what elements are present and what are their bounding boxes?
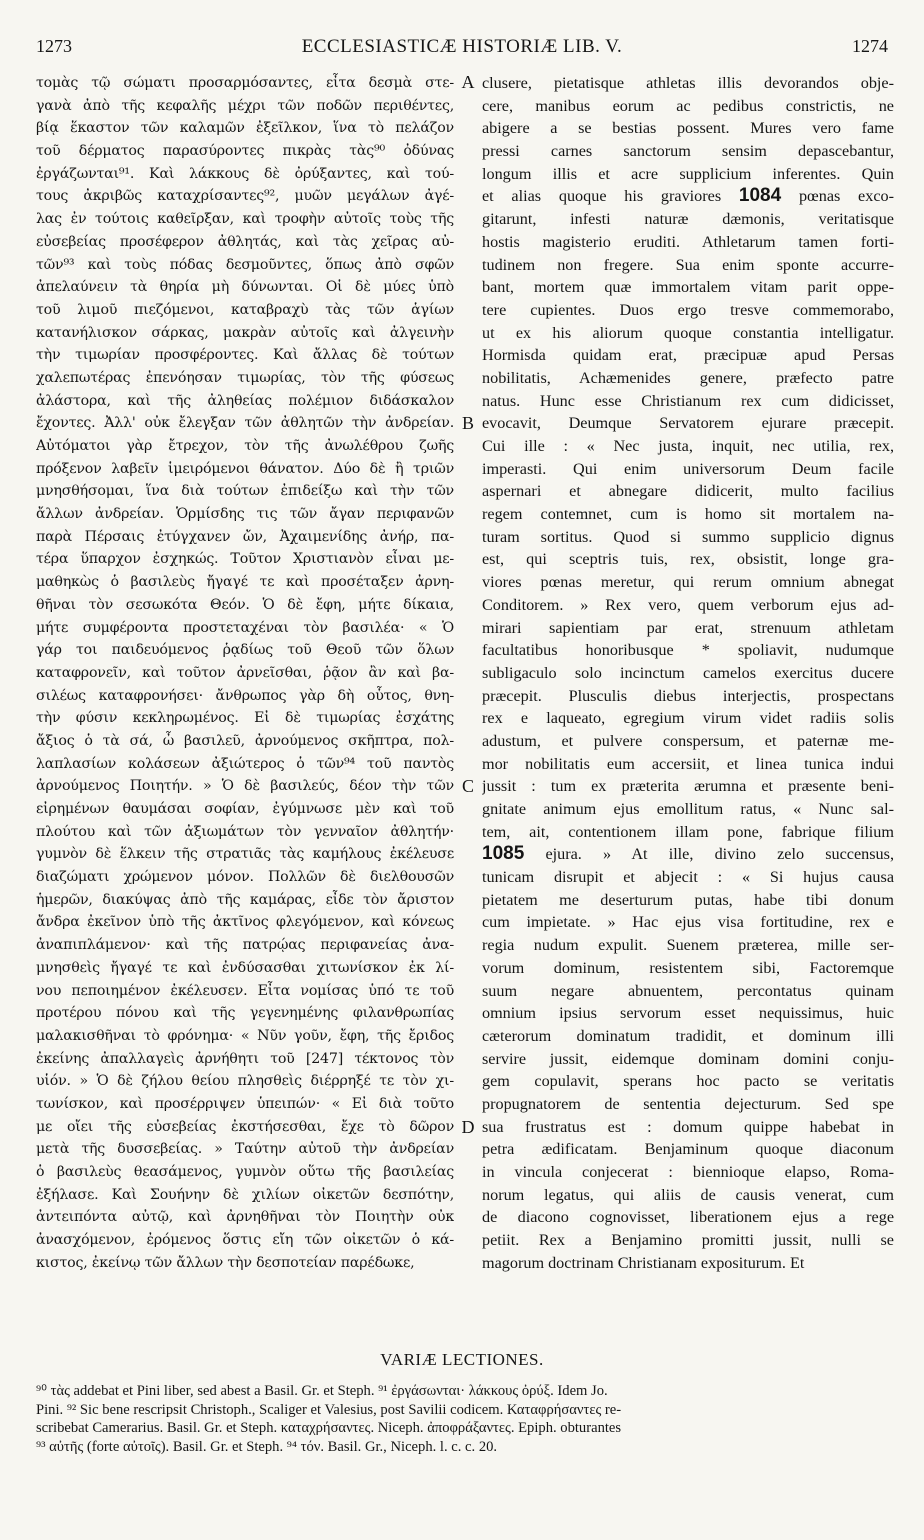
latin-text-line: natus. Hunc esse Christianum rex cum didicisset, [482, 391, 894, 410]
latin-text-line: cere, manibus eorum ac pedibus constrictis, ne [482, 96, 894, 115]
page-header [0, 36, 924, 66]
latin-text-line: tunicam disrupit et abjecit : « Si hujus causa [482, 868, 894, 887]
greek-text-line: μετὰ τῆς δυσσεβείας. » Ταύτην αὐτοῦ τὴν ἀνδρείαν [36, 1141, 454, 1158]
latin-text-line: cum impietate. » Hac ejus visa fortitudine, rex e [482, 913, 894, 932]
latin-text-line: servire jussit, eidemque dominam domini conju- [482, 1049, 894, 1068]
greek-text-line: ἀνασχόμενον, ἐρόμενος ὅστις εἴη τῶν οἰκετῶν ὁ κά- [36, 1232, 454, 1249]
latin-text-line: omnium ipsius servorum esset nequissimus, huic [482, 1004, 894, 1023]
latin-text-line: gnitate animum ejus emollitum ratus, « Nunc sal- [482, 800, 894, 818]
latin-text-line: Cui ille : « Nec justa, inquit, nec utilia, rex, [482, 437, 894, 455]
greek-text-line: πλούτου καὶ τῶν ἀξιωμάτων τὸν γενναῖον ἀθλητήν· [36, 823, 454, 840]
latin-text-line: pressi carnes sanctorum sensim depascebantur, [482, 142, 894, 161]
latin-text-line: tudinem non fregere. Sua enim sponte accurre- [482, 255, 894, 274]
latin-text-line: norum legatus, qui aliis de causis venerat, cum [482, 1185, 894, 1204]
greek-text-line: εὐσεβείας προσέφερον ἀθλητάς, καὶ τὰς χεῖρας αὐ- [36, 233, 454, 250]
greek-text-line: κατανήλισκον σάρκας, μακρὰν αὐτοῖς καὶ ἀλγεινὴν [36, 324, 454, 341]
latin-text-line: et alias quoque his graviores 1084 pœnas exco- [482, 185, 894, 207]
variant-readings-notes [36, 1382, 898, 1456]
latin-text-line: evocavit, Deumque Servatorem ejurare præcepit. [482, 414, 894, 433]
note-line: Pini. ⁹² Sic bene rescripsit Christoph., Scaliger et Valesius, post Savilii codicem. Καταφρήσαντες re- [36, 1401, 622, 1418]
latin-text-line: Conditorem. » Rex vero, quem verborum ejus ad- [482, 595, 894, 614]
latin-text-line: est, qui sceptris tuis, rex, obsistit, longe gra- [482, 550, 894, 569]
greek-text-line: θῆναι τὸν σεσωκότα Θεόν. Ὁ δὲ ἔφη, μήτε δίκαια, [36, 596, 454, 613]
latin-text-line: clusere, pietatisque athletas illis devorandos obje- [482, 74, 894, 92]
greek-text-column [36, 72, 454, 1274]
latin-text-line: pietatem me deserturum putas, habe tibi donum [482, 890, 894, 909]
greek-text-line: ἀντειπόντα αὐτῷ, καὶ ἀρνηθῆναι τὸν Ποιητὴν οὐκ [36, 1209, 454, 1226]
margin-letter-d: D [461, 1117, 475, 1137]
latin-text-line: tem, ait, contentionem illam pone, fabrique filium [482, 822, 894, 841]
latin-text-line: mirari sapientiam par erat, strenuum athletam [482, 618, 894, 637]
greek-text-line: Αὐτόματοι γὰρ ἔτρεχον, τὸν τῆς ἀνωλέθρου ζωῆς [36, 438, 454, 454]
greek-text-line: ἄνδρα ἐκεῖνον ὑπὸ τῆς ἀκτῖνος φλεγόμενον, καὶ κόνεως [36, 914, 454, 931]
latin-text-line: 1085 ejura. » At ille, divino zelo succensus, [482, 843, 894, 865]
running-title: ECCLESIASTICÆ HISTORIÆ LIB. V. [301, 36, 623, 57]
latin-text-line: hostis magisterio eruditi. Athletarum tamen forti- [482, 232, 894, 251]
greek-text-line: υἱόν. » Ὁ δὲ ζήλου θείου πλησθεὶς διέρρηξέ τε τὸν χι- [36, 1073, 454, 1090]
page-number-left: 1273 [36, 36, 72, 56]
greek-text-line: τομὰς τῷ σώματι προσαρμόσαντες, εἶτα δεσμὰ στε- [36, 75, 454, 91]
greek-text-line: τους ἀκριβῶς καταχρίσαντες⁹², μυῶν μεγάλων ἀγέ- [36, 188, 454, 205]
greek-text-line: γάρ τοι παιδευόμενος ῥᾳδίως τοῦ Θεοῦ τῶν ὅλων [36, 642, 454, 659]
greek-text-line: κιστος, ἐκείνῳ τῶν ἄλλων τὴν δεσποτείαν παρέδωκε, [36, 1254, 415, 1271]
latin-text-line: in vincula conjecerat : biennioque elapso, Roma- [482, 1163, 894, 1181]
column-number: 1085 [482, 843, 525, 865]
latin-text-line: Hormisda quidam erat, præcipuæ apud Persas [482, 346, 894, 365]
note-line: ⁹⁰ τὰς addebat et Pini liber, sed abest a Basil. Gr. et Steph. ⁹¹ ἐργάσωνται· λάκκους ὀρύξ. Idem Jo. [36, 1383, 608, 1399]
latin-text-line: petiit. Rex a Benjamino promitti jussit, nulli se [482, 1231, 894, 1250]
latin-text-line: vorum dominum, resistentem sibi, Factoremque [482, 958, 894, 977]
greek-text-line: ἐργάζωνται⁹¹. Καὶ λάκκους δὲ ὀρύξαντες, καὶ τού- [36, 165, 454, 182]
latin-text-line: longum illis et acre supplicium inferentes. Quin [482, 164, 894, 183]
greek-text-line: διαζώματι χρώμενον μόνον. Πολλῶν δὲ διελθουσῶν [36, 869, 454, 886]
greek-text-line: προτέρου πόνου καὶ τῆς γεγενημένης φιλανθρωπίας [36, 1005, 454, 1022]
latin-text-line: de diacono cognovisset, liberationem ejus a rege [482, 1208, 894, 1227]
greek-text-line: ἐξήλασε. Καὶ Σουήνην δὲ χιλίων οἰκετῶν δεσπότην, [36, 1186, 454, 1203]
latin-text-column [482, 72, 894, 1274]
greek-text-line: ἀναπιπλάμενον· καὶ τῆς πατρῴας περιφανείας ἀνα- [36, 937, 454, 954]
latin-text-line: propugnatorem de sententia dejecturum. Sed spe [482, 1094, 894, 1113]
latin-text-line: suum negare abnuentem, percontatus quinam [482, 981, 894, 1000]
latin-text-line: mor nobilitatis eum accersiit, et linea tunica indui [482, 754, 894, 773]
greek-text-line: τὴν τιμωρίαν προσφέροντες. Καὶ ἄλλας δὲ τούτων [36, 347, 454, 364]
greek-text-line: τῶν⁹³ καὶ τοὺς πόδας δεσμοῦντες, ὅπως ἀπὸ σφῶν [36, 256, 454, 273]
greek-text-line: τοῦ λιμοῦ πιεζόμενοι, καταβραχὺ τὰς τῶν ἁγίων [36, 301, 454, 318]
greek-text-line: ὁ βασιλεὺς θεασάμενος, γυμνὸν οὕτω τῆς βασιλείας [36, 1164, 454, 1180]
latin-text-line: sua frustratus est : domum quippe habebat in [482, 1117, 894, 1136]
page-number-right: 1274 [852, 36, 888, 56]
margin-letter-b: B [461, 413, 474, 433]
latin-text-line: regem contemnet, cum is homo sit mortalem na- [482, 505, 894, 524]
greek-text-line: καταφρονεῖν, καὶ τοῦτον ἀρνεῖσθαι, ῥᾷον ἂν καὶ βα- [36, 664, 454, 681]
latin-text-line: imperasti. Qui enim universorum Deum facile [482, 459, 894, 478]
greek-text-line: γυμνὸν δὲ ἕλκειν τῆς στρατιᾶς τὰς καμήλους ἐκέλευσε [36, 846, 454, 863]
variae-lectiones-heading: VARIÆ LECTIONES. [380, 1350, 544, 1369]
note-line: ⁹³ αὐτῆς (forte αὐτοῖς). Basil. Gr. et Steph. ⁹⁴ τόν. Basil. Gr., Niceph. l. c. c. 20. [36, 1438, 498, 1455]
greek-text-line: ἡμερῶν, διακύψας ἀπὸ τῆς καμάρας, εἶδε τὸν ἄριστον [36, 891, 454, 908]
greek-text-line: ἔχοντες. Ἀλλ' οὐκ ἔλεγξαν τῶν ἀθλητῶν τὴν ἀνδρείαν. [36, 415, 454, 432]
greek-text-line: χαλεπωτέρας ἐπενόησαν τιμωρίας, τὸν τῆς φύσεως [36, 369, 454, 386]
greek-text-line: γανὰ ἀπὸ τῆς κεφαλῆς μέχρι τῶν ποδῶν περιθέντες, [36, 97, 454, 114]
greek-text-line: ἀλάστορα, καὶ τῆς ἀληθείας πολέμιον διδάσκαλον [36, 392, 454, 409]
greek-text-line: βίᾳ ἕκαστον τῶν καλαμῶν ἐξεῖλκον, ἵνα τὸ πελάζον [36, 120, 454, 137]
latin-text-line: gem copulavit, sperans hoc pacto se veritatis [482, 1072, 894, 1091]
latin-text-line: rex e laqueato, egregium virum videt radiis solis [482, 709, 894, 728]
greek-text-line: τωνίσκον, καὶ προσέρριψεν ὑπειπών· « Εἰ διὰ τοῦτο [36, 1095, 454, 1112]
latin-text-line: aspernari et abnegare didicerit, multo facilius [482, 482, 894, 501]
greek-text-line: μαθηκὼς ὁ βασιλεὺς ἤγαγέ τε καὶ προσέταξεν ἀρνη- [36, 574, 454, 591]
margin-letter-c: C [461, 776, 474, 796]
greek-text-line: τέρα ὕπαρχον ἐσχηκώς. Τοῦτον Χριστιανὸν εἶναι με- [36, 551, 454, 568]
latin-text-line: regia nudum expulit. Suenem præterea, mille ser- [482, 936, 894, 955]
greek-text-line: μαλακισθῆναι τὸ φρόνημα· « Νῦν γοῦν, ἔφη, τῆς ἔριδος [36, 1027, 454, 1044]
greek-text-line: λας ἐν τούτοις καθεῖρξαν, καὶ τροφὴν αὐτοῖς τοὺς τῆς [36, 211, 454, 228]
margin-letter-a: A [461, 72, 475, 92]
greek-text-line: τὴν φύσιν κεκληρωμένος. Εἰ δὲ τιμωρίας ἐσχάτης [36, 710, 454, 727]
latin-text-line: turam sortitus. Quod si summo supplicio dignus [482, 527, 894, 546]
latin-text-line: præcepit. Plusculis diebus interjectis, prospectans [482, 686, 894, 705]
greek-text-line: ἄλλων ἀνδρείαν. Ὁρμίσδης τις τῶν ἄγαν περιφανῶν [36, 506, 454, 523]
latin-text-line: ut ex his aliorum quoque constantia intelligatur. [482, 323, 894, 342]
latin-text-line: cæterorum dominatum tradidit, et dominum illi [482, 1026, 894, 1045]
latin-text-line: petra ædificatam. Benjaminum quoque diaconum [482, 1140, 894, 1159]
greek-text-line: με οἴει τῆς εὐσεβείας ἐκστήσεσθαι, ἔχε τὸ δῶρον [36, 1118, 454, 1135]
latin-text-line: abigere a se bestias possent. Mures vero fame [482, 119, 894, 138]
greek-text-line: παρὰ Πέρσαις ἐτύγχανεν ὤν, Ἀχαιμενίδης ἀνήρ, πα- [36, 528, 454, 545]
latin-text-line: viores pœnas meretur, qui rerum omnium abnegat [482, 573, 894, 592]
latin-text-line: adustum, et pulvere conspersum, et paternæ me- [482, 731, 894, 750]
greek-text-line: ἐκείνης ἀπαλλαγεὶς ἀρνήθητι τοῦ [247] τέκτονος τὸν [36, 1050, 454, 1067]
latin-text-line: nobilitatis, Achæmenides genere, præfecto patre [482, 368, 894, 387]
latin-text-line: magorum doctrinam Christianam expositurum. Et [482, 1253, 805, 1272]
column-number: 1084 [738, 185, 782, 207]
greek-text-line: τοῦ δέρματος παρασύροντες πικρὰς τὰς⁹⁰ ὀδύνας [36, 143, 454, 160]
greek-text-line: σιλέως καταφρονήσει· ἄνθρωπος γὰρ δὴ οὗτος, θνη- [36, 687, 454, 704]
latin-text-line: jussit : tum ex præterita ærumna et præsente beni- [482, 777, 894, 796]
greek-text-line: ἀπελαύνειν τὰ θηρία μὴ δύνωνται. Οἱ δὲ μύες ὑπὸ [36, 279, 454, 296]
greek-text-line: ἀρνούμενος Ποιητήν. » Ὁ δὲ βασιλεύς, δέον τὴν τῶν [36, 778, 454, 795]
greek-text-line: εἰρημένων θαυμάσαι σοφίαν, ἐγύμνωσε μὲν καὶ τοῦ [36, 801, 454, 817]
greek-text-line: μήτε συμφέροντα προστεταχέναι τὸν βασιλέα· « Ὁ [36, 619, 454, 636]
note-line: scribebat Camerarius. Basil. Gr. et Steph. καταχρήσαντες. Niceph. ἀποφράξαντες. Epiph. obturantes [36, 1420, 622, 1436]
latin-text-line: facultatibus honoribusque * spoliavit, nudumque [482, 641, 894, 660]
greek-text-line: ἄξιος ὁ τὰ σά, ὦ βασιλεῦ, ἀρνούμενος σκῆπτρα, πολ- [36, 732, 454, 749]
greek-text-line: λαπλασίων κολάσεων ἀξιώτερος ὁ τῶν⁹⁴ τοῦ παντὸς [36, 755, 454, 772]
greek-text-line: πρόξενον λαβεῖν ἱμειρόμενοι θάνατον. Δύο δὲ ἢ τριῶν [36, 460, 454, 477]
greek-text-line: νου πεποιημένον ἐκέλευσεν. Εἶτα νομίσας ὑπό τε τοῦ [36, 982, 454, 999]
greek-text-line: μνησθήσομαι, ἵνα διὰ τούτων ἐπιδείξω καὶ τὴν τῶν [36, 483, 454, 500]
latin-text-line: bant, mortem quæ immortalem vitam parit oppe- [482, 278, 894, 297]
latin-text-line: subligaculo solo incinctum camelos exercitus ducere [482, 663, 894, 682]
latin-text-line: tere cupientes. Duos ergo tresve commemorabo, [482, 300, 894, 319]
greek-text-line: μνησθεὶς ἤγαγέ τε καὶ ἐνδύσασθαι χιτωνίσκον ἐκ λί- [36, 959, 454, 976]
latin-text-line: gitarunt, infesti naturæ dæmonis, veritatisque [482, 210, 894, 229]
